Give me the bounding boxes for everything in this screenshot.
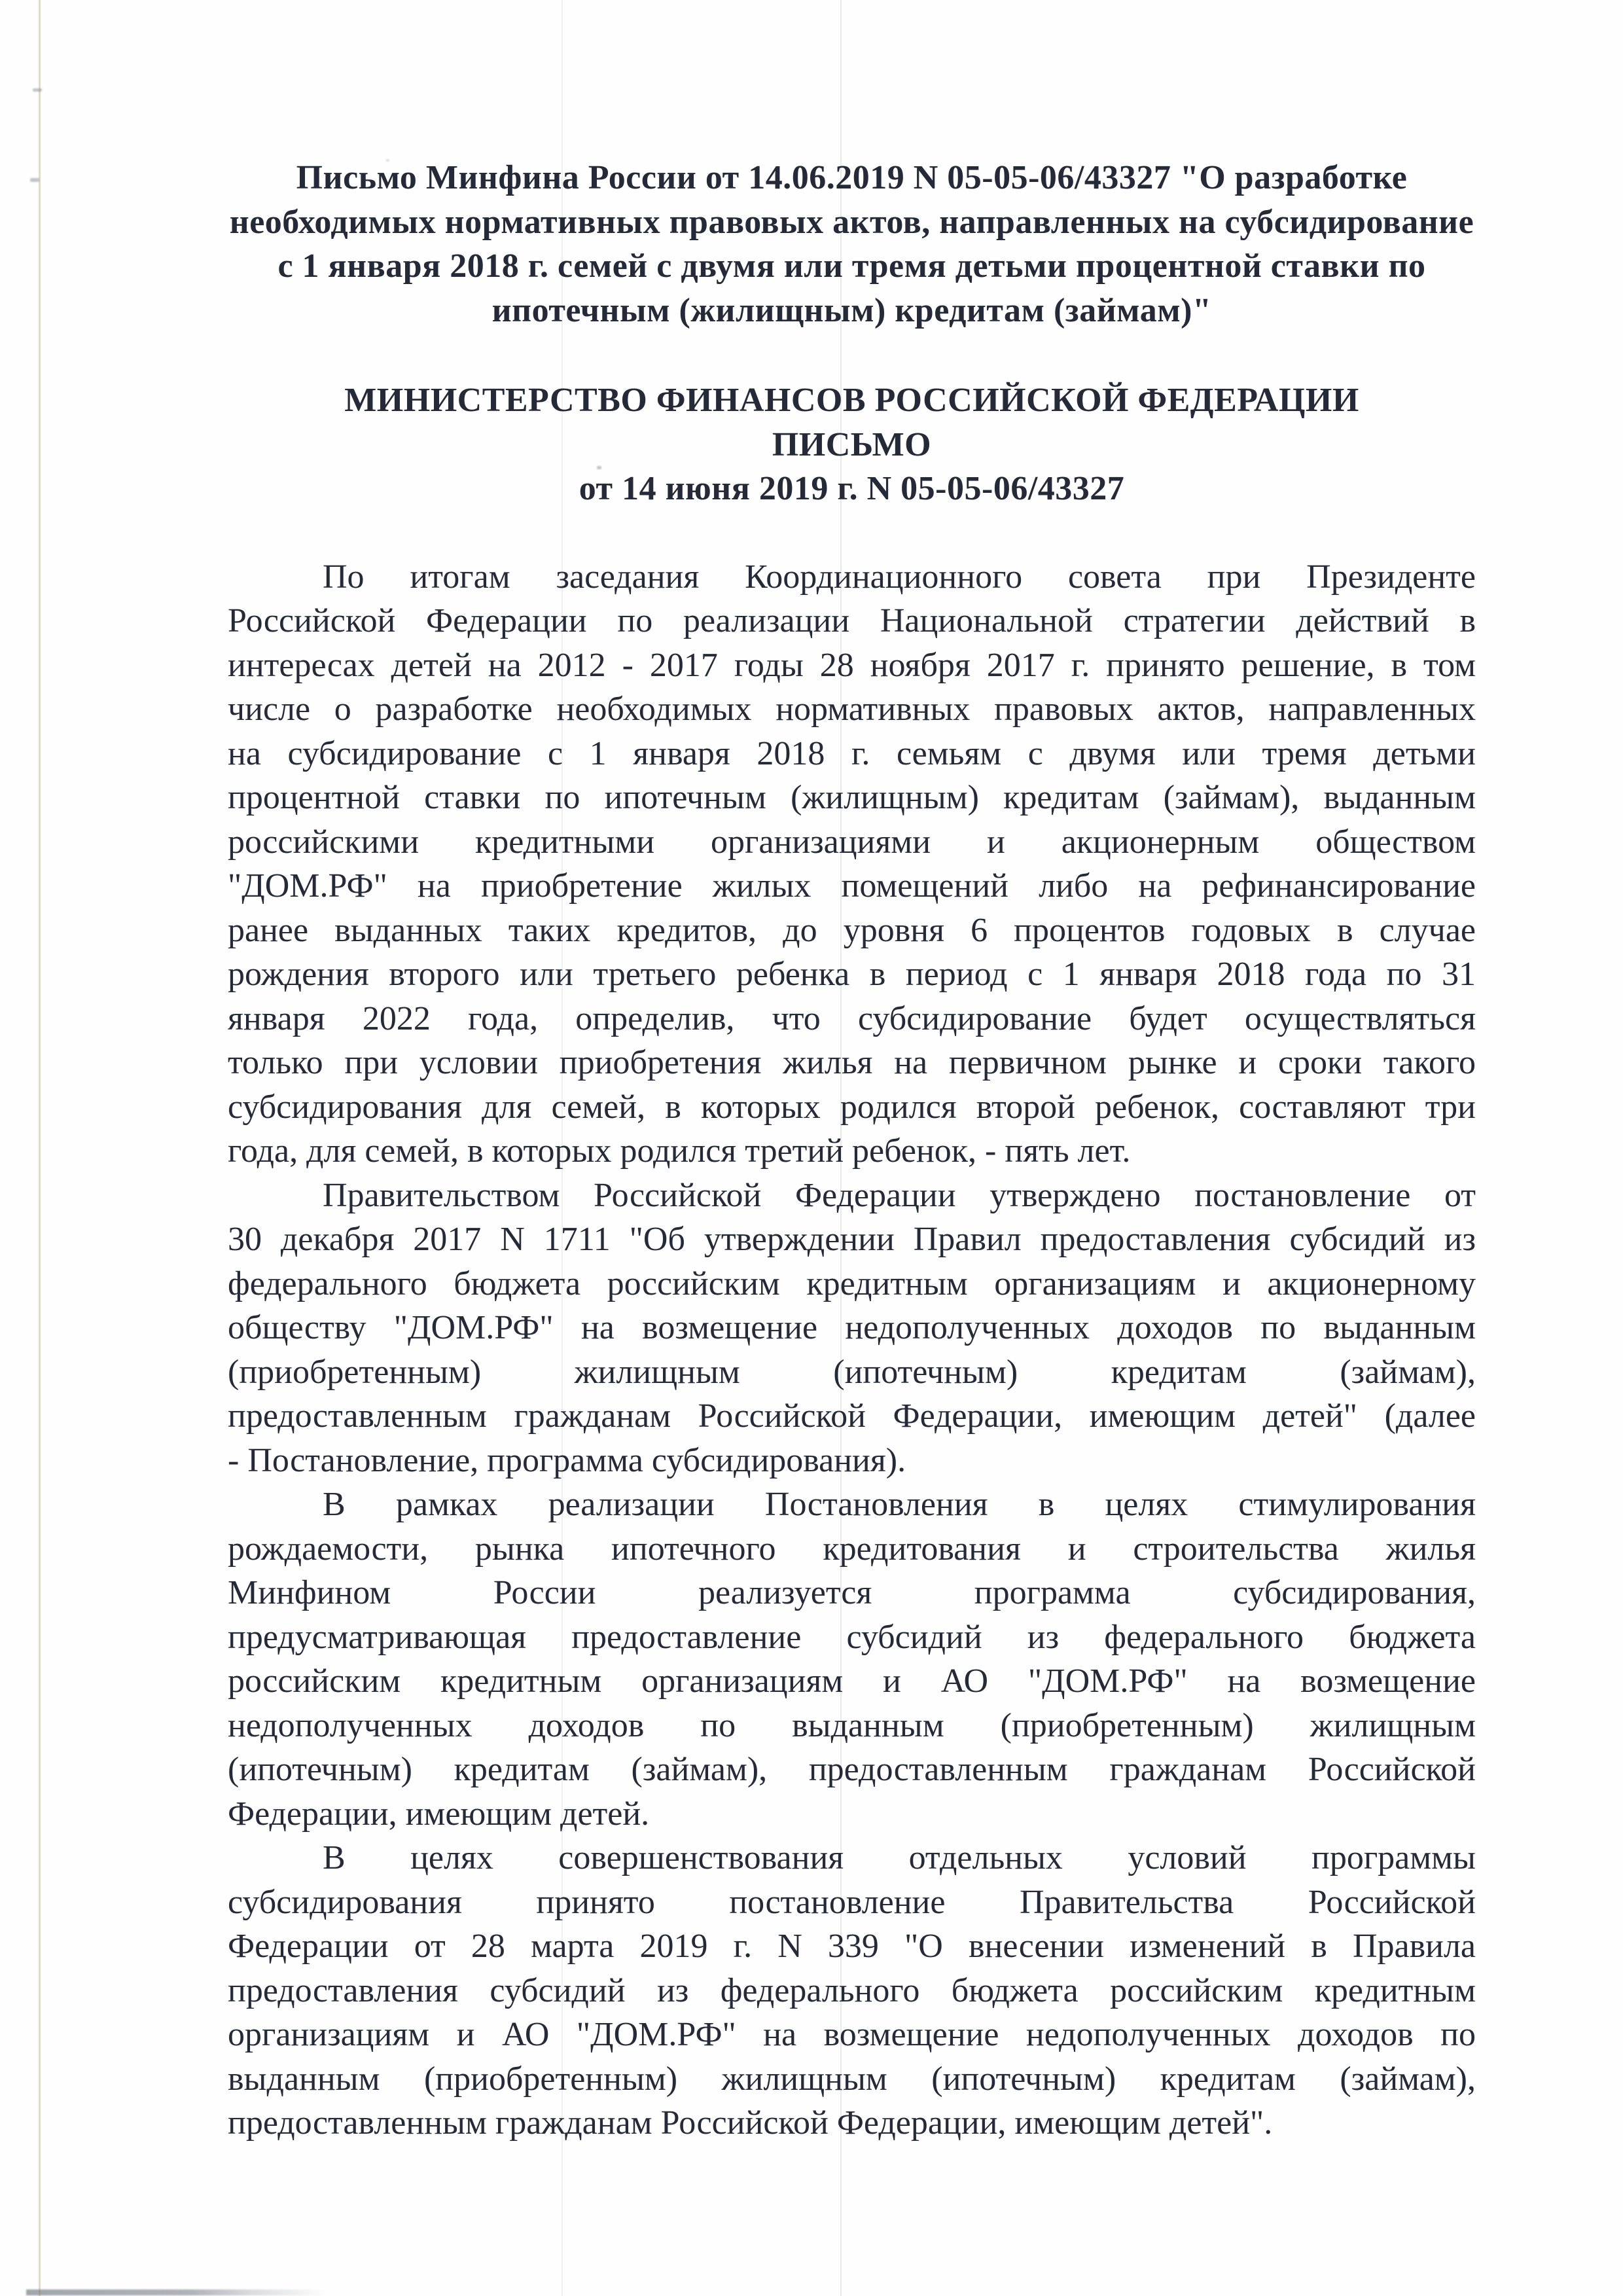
document-line: российскими кредитными организациями и акционерным обществом (228, 823, 1476, 861)
document-line: обществу "ДОМ.РФ" на возмещение недополученных доходов по выданным (228, 1309, 1476, 1346)
letter-header (228, 378, 1476, 511)
document-title (228, 156, 1476, 332)
document-line: выданным (приобретенным) жилищным (ипотечным) кредитам (займам), (228, 2060, 1476, 2098)
paragraph (228, 555, 1476, 1174)
document-line: предусматривающая предоставление субсидий из федерального бюджета (228, 1618, 1476, 1656)
document-line: "ДОМ.РФ" на приобретение жилых помещений либо на рефинансирование (228, 867, 1476, 905)
document-line: В рамках реализации Постановления в целях стимулирования (323, 1486, 1476, 1523)
document-line: Правительством Российской Федерации утверждено постановление от (323, 1176, 1476, 1214)
document-line: числе о разработке необходимых нормативных правовых актов, направленных (228, 691, 1476, 728)
document-line: субсидирования принято постановление Правительства Российской (228, 1883, 1476, 1921)
document-line: рождения второго или третьего ребенка в период с 1 января 2018 года по 31 (228, 956, 1476, 993)
document-line: процентной ставки по ипотечным (жилищным) кредитам (займам), выданным (228, 779, 1476, 816)
document-line: года, для семей, в которых родился третий ребенок, - пять лет. (228, 1132, 1131, 1170)
document-line: Федерации от 28 марта 2019 г. N 339 "О внесении изменений в Правила (228, 1928, 1476, 1965)
paragraph (228, 1482, 1476, 1836)
letter-date-number: от 14 июня 2019 г. N 05-05-06/43327 (579, 470, 1125, 507)
scan-smudge (26, 2289, 327, 2295)
document-line: рождаемости, рынка ипотечного кредитования и строительства жилья (228, 1530, 1476, 1568)
document-line: 30 декабря 2017 N 1711 "Об утверждении Правил предоставления субсидий из (228, 1221, 1476, 1258)
document-line: (ипотечным) кредитам (займам), предоставленным гражданам Российской (228, 1751, 1476, 1788)
title-line: Письмо Минфина России от 14.06.2019 N 05-05-06/43327 "О разработке (296, 159, 1408, 196)
document-line: предоставления субсидий из федерального бюджета российским кредитным (228, 1971, 1476, 2009)
document-line: Федерации, имеющим детей. (228, 1795, 650, 1833)
letter-body (228, 555, 1476, 2145)
document-line: российским кредитным организациям и АО "ДОМ.РФ" на возмещение (228, 1662, 1476, 1700)
document-line: интересах детей на 2012 - 2017 годы 28 ноября 2017 г. принято решение, в том (228, 646, 1476, 684)
paragraph (228, 1836, 1476, 2145)
title-line: необходимых нормативных правовых актов, направленных на субсидирование (229, 203, 1474, 241)
document-line: организациям и АО "ДОМ.РФ" на возмещение недополученных доходов по (228, 2016, 1476, 2053)
page-edge-scan-line (39, 0, 41, 2296)
scan-speck (33, 88, 42, 92)
ministry-name: МИНИСТЕРСТВО ФИНАНСОВ РОССИЙСКОЙ ФЕДЕРАЦИИ (344, 382, 1359, 419)
document-line: В целях совершенствования отдельных условий программы (323, 1839, 1476, 1876)
document-line: только при условии приобретения жилья на первичном рынке и сроки такого (228, 1044, 1476, 1081)
document-line: субсидирования для семей, в которых родился второй ребенок, составляют три (228, 1088, 1476, 1126)
paragraph (228, 1174, 1476, 1483)
document-line: недополученных доходов по выданным (приобретенным) жилищным (228, 1706, 1476, 1744)
document-line: По итогам заседания Координационного совета при Президенте (323, 558, 1476, 596)
document-line: ранее выданных таких кредитов, до уровня 6 процентов годовых в случае (228, 911, 1476, 949)
document-line: предоставленным гражданам Российской Федерации, имеющим детей". (228, 2104, 1273, 2142)
document-line: федерального бюджета российским кредитным организациям и акционерному (228, 1265, 1476, 1302)
scan-speck (30, 178, 39, 182)
document-line: Минфином России реализуется программа субсидирования, (228, 1574, 1476, 1611)
document-line: предоставленным гражданам Российской Федерации, имеющим детей" (далее (228, 1397, 1476, 1435)
document-content (228, 156, 1476, 2145)
document-line: (приобретенным) жилищным (ипотечным) кредитам (займам), (228, 1353, 1476, 1391)
title-line: с 1 января 2018 г. семей с двумя или тремя детьми процентной ставки по (277, 247, 1426, 285)
document-line: на субсидирование с 1 января 2018 г. семьям с двумя или тремя детьми (228, 734, 1476, 772)
title-line: ипотечным (жилищным) кредитам (займам)" (491, 291, 1212, 329)
document-line: января 2022 года, определив, что субсидирование будет осуществляться (228, 999, 1476, 1037)
letter-type-label: ПИСЬМО (772, 425, 932, 463)
document-line: - Постановление, программа субсидирования). (228, 1441, 906, 1479)
document-line: Российской Федерации по реализации Национальной стратегии действий в (228, 602, 1476, 639)
